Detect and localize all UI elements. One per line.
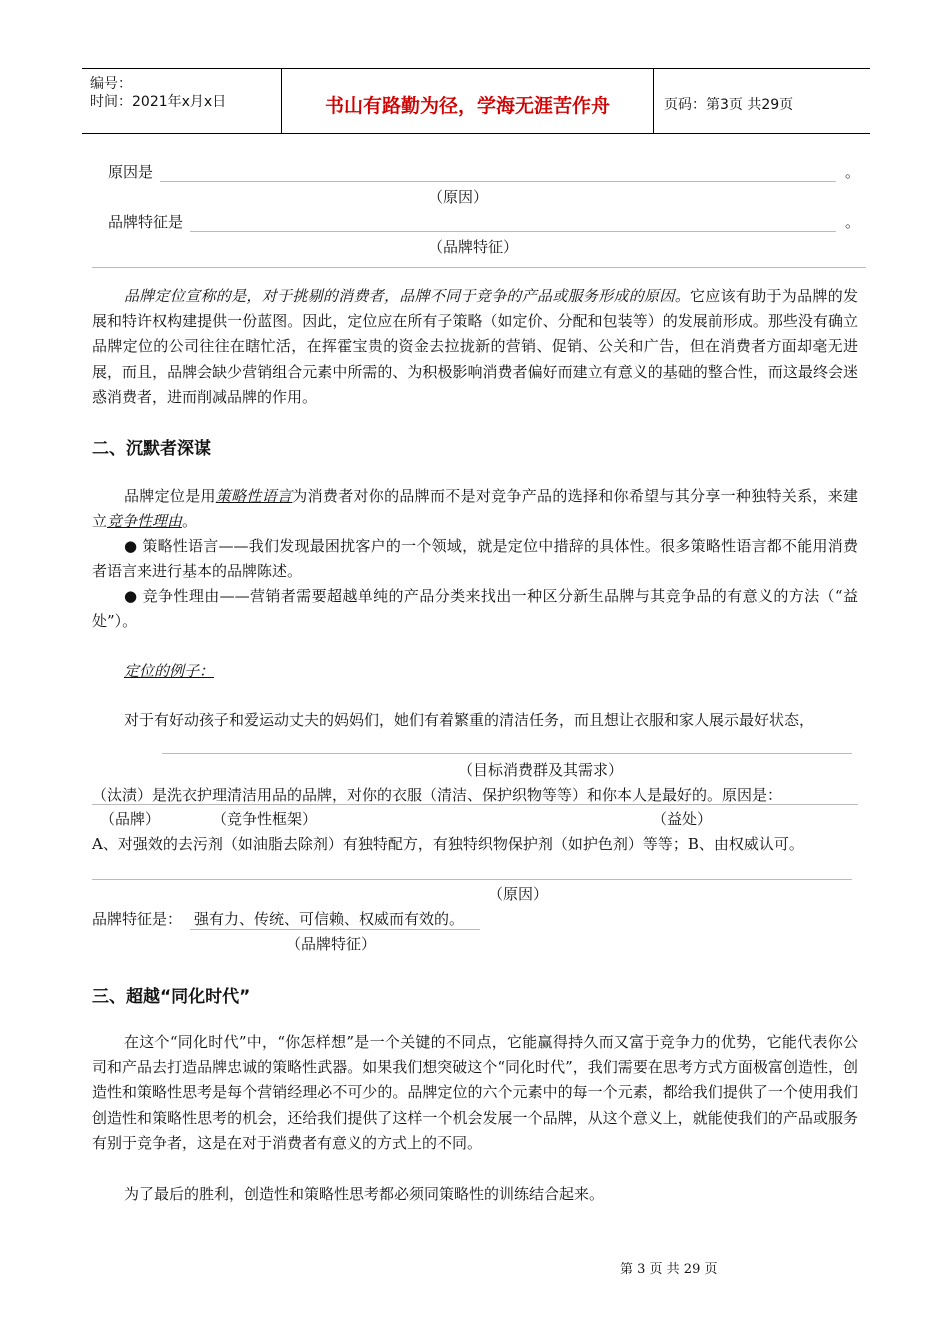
intro-text-2: 为消费者对你的品牌而不是对竞争产品的选择和你希望与其分享一种独特关系，来建立 (92, 487, 858, 531)
reason-period: 。 (845, 163, 861, 181)
intro-text-3: 。 (182, 512, 198, 531)
competitive-reason-term: 竞争性理由 (107, 512, 183, 531)
reason-blank-line (160, 181, 836, 182)
section-2-intro (92, 484, 858, 534)
intro-text-1: 品牌定位是用 (124, 487, 216, 505)
section-2-title: 二、沉默者深谋 (92, 439, 211, 459)
reason-label: 原因是 (108, 163, 154, 181)
target-blank-line (162, 753, 852, 754)
example-trait-value: 强有力、传统、可信赖、权威而有效的。 (194, 910, 465, 928)
trait-value-line (190, 929, 480, 930)
header-motto: 书山有路勤为径，学海无涯苦作舟 (324, 95, 610, 117)
example-trait-label: 品牌特征是： (92, 910, 183, 928)
positioning-definition: 品牌定位宣称的是，对于挑剔的消费者，品牌不同于竞争的产品或服务形成的原因。 (124, 287, 691, 305)
document-date: 时间：2021年x月x日 (90, 94, 227, 110)
page-header (82, 68, 870, 134)
trait-period: 。 (845, 213, 861, 231)
section-3-paragraph: 在这个“同化时代”中，“你怎样想”是一个关键的不同点，它能赢得持久而又富于竞争力的优势，它能代表你公司和产品去打造品牌忠诚的策略性武器。如果我们想突破这个“同化时代”，我们需要在思考方式方面极富创造性，创造性和策略性思考是每个营销经理必不可少的。品牌定位的六个元素中的每一个元素，都给我们提供了一个使用我们创造性和策略性思考的机会，还给我们提供了这样一个机会发展一个品牌，从这个意义上，就能使我们的产品或服务有别于竞争者，这是在对于消费者有意义的方式上的不同。 (92, 1033, 858, 1152)
brand-blank-line (92, 804, 858, 805)
reason-caption: （原因） (428, 188, 489, 206)
trait-caption: （品牌特征） (428, 238, 519, 256)
example-target-text: 对于有好动孩子和爱运动丈夫的妈妈们，她们有着繁重的清洁任务，而且想让衣服和家人展示最好状态， (124, 711, 815, 729)
reason-text-line (92, 879, 852, 880)
header-meta-cell (82, 69, 282, 133)
frame-caption: （竞争性框架） (212, 810, 318, 828)
header-motto-cell (282, 69, 654, 133)
target-caption: （目标消费群及其需求） (458, 761, 624, 779)
example-trait-caption: （品牌特征） (286, 935, 377, 953)
bullet-competitive-reason: ● 竞争性理由——营销者需要超越单纯的产品分类来找出一种区分新生品牌与其竞争品的有意义的方法（“益处”）。 (92, 587, 858, 631)
brand-caption: （品牌） (100, 810, 161, 828)
example-reason-caption: （原因） (488, 885, 549, 903)
trait-label: 品牌特征是 (108, 213, 184, 231)
section-3-title: 三、超越“同化时代” (92, 987, 251, 1007)
header-page-info: 页码：第3页 共29页 (664, 97, 794, 113)
document-number-label: 编号： (90, 76, 132, 92)
positioning-paragraph (92, 284, 858, 410)
trait-blank-line (190, 231, 836, 232)
header-page-cell (654, 69, 870, 133)
page-footer: 第 3 页 共 29 页 (620, 1262, 718, 1277)
strategic-language-term: 策略性语言 (215, 487, 293, 505)
bullet-strategic-language: ● 策略性语言——我们发现最困扰客户的一个领域，就是定位中措辞的具体性。很多策略性语言都不能用消费者语言来进行基本的品牌陈述。 (92, 537, 858, 581)
benefit-caption: （益处） (652, 810, 713, 828)
positioning-explanation: 它应该有助于为品牌的发展和特许权构建提供一份蓝图。因此，定位应在所有子策略（如定价、分配和包装等）的发展前形成。那些没有确立品牌定位的公司往往在瞎忙活，在挥霍宝贵的资金去拉拢新的营销、促销、公关和广告，但在消费者方面却毫无进展，而且，品牌会缺少营销组合元素中所需的、为积极影响消费者偏好而建立有意义的基础的整合性，而这最终会迷惑消费者，进而削减品牌的作用。 (92, 287, 858, 406)
section-divider (92, 267, 866, 268)
reason-text: A、对强效的去污剂（如油脂去除剂）有独特配方，有独特织物保护剂（如护色剂）等等；B、由权威认可。 (92, 835, 804, 853)
example-title: 定位的例子： (124, 662, 215, 680)
section-3-conclusion: 为了最后的胜利，创造性和策略性思考都必须同策略性的训练结合起来。 (124, 1185, 605, 1203)
brand-sentence: （汰渍）是洗衣护理清洁用品的品牌，对你的衣服（清洁、保护织物等等）和你本人是最好的。原因是： (92, 786, 783, 804)
